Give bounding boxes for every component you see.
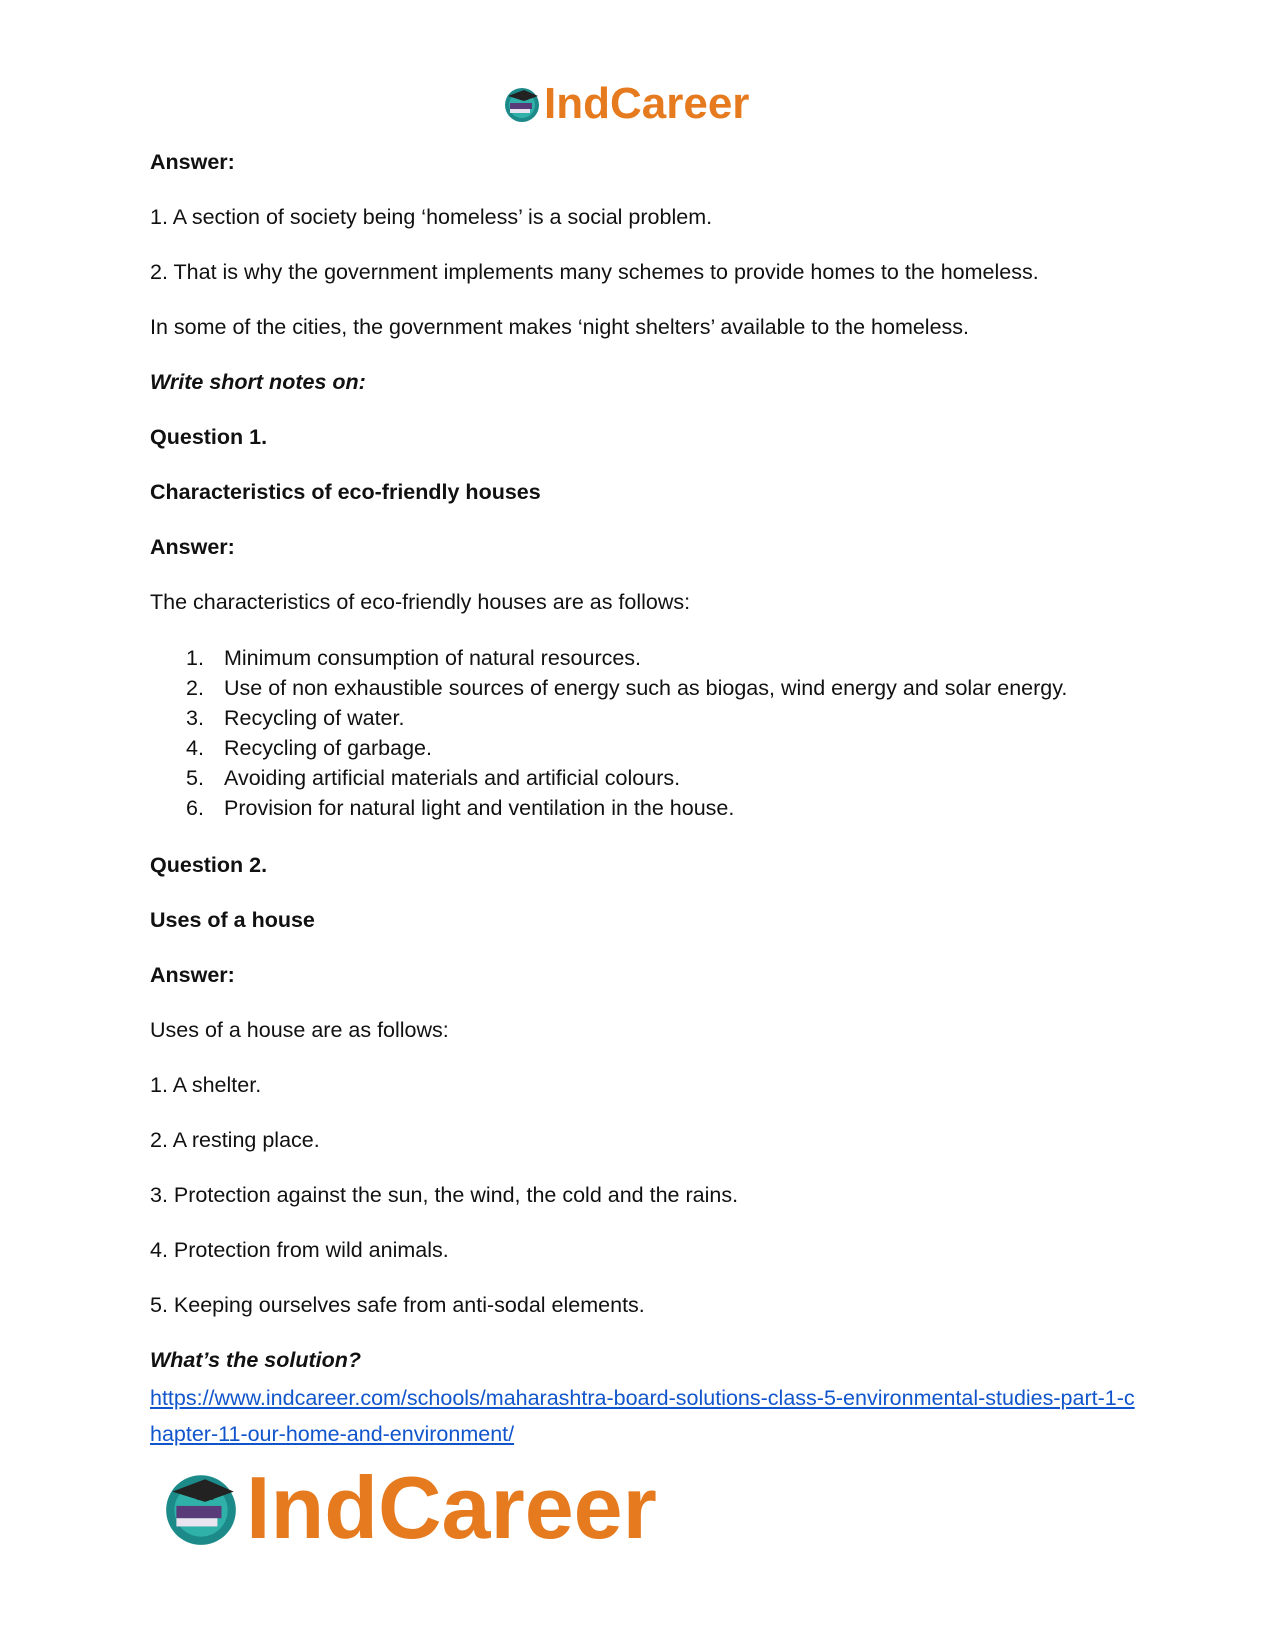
answer-text: 1. A section of society being ‘homeless’ is a social problem. [150,205,713,229]
question-label: Question 2. [150,853,268,877]
eco-house-list [150,643,1150,823]
list-text: Recycling of water. [224,706,405,730]
list-text: Use of non exhaustible sources of energy such as biogas, wind energy and solar energy. [224,676,1068,700]
answer-label: Answer: [150,535,235,559]
section-heading: Write short notes on: [150,370,366,394]
answer-text: 3. Protection against the sun, the wind, the cold and the rains. [150,1183,739,1207]
graduation-globe-icon [502,84,542,124]
list-item [150,763,1150,793]
list-number: 1. [186,646,204,670]
answer-intro: The characteristics of eco-friendly houses are as follows: [150,590,691,614]
list-number: 3. [186,706,204,730]
footer-logo [160,1458,700,1558]
answer-text: 2. A resting place. [150,1128,320,1152]
solution-heading: What’s the solution? [150,1348,362,1372]
list-text: Provision for natural light and ventilation in the house. [224,796,735,820]
question-title: Uses of a house [150,908,315,932]
answer-label: Answer: [150,150,235,174]
answer-text: 5. Keeping ourselves safe from anti-sodal elements. [150,1293,645,1317]
question-title: Characteristics of eco-friendly houses [150,480,541,504]
header-logo [502,78,774,130]
answer-text: 1. A shelter. [150,1073,262,1097]
list-text: Avoiding artificial materials and artificial colours. [224,766,681,790]
document-body [150,148,1150,1452]
list-text: Minimum consumption of natural resources. [224,646,642,670]
solution-link[interactable]: https://www.indcareer.com/schools/maharashtra-board-solutions-class-5-environmental-studies-part-1-chapter-11-our-home-and-environment/ [150,1386,1135,1446]
list-item [150,703,1150,733]
answer-text: 2. That is why the government implements many schemes to provide homes to the homeless. [150,260,1039,284]
answer-intro: Uses of a house are as follows: [150,1018,449,1042]
question-label: Question 1. [150,425,268,449]
list-item [150,733,1150,763]
list-text: Recycling of garbage. [224,736,432,760]
answer-text: 4. Protection from wild animals. [150,1238,449,1262]
answer-text: In some of the cities, the government makes ‘night shelters’ available to the homeless. [150,315,970,339]
list-number: 4. [186,736,204,760]
graduation-globe-icon [160,1467,242,1549]
answer-label: Answer: [150,963,235,987]
list-number: 6. [186,796,204,820]
brand-wordmark: IndCareer [246,1458,657,1557]
list-item [150,793,1150,823]
brand-wordmark: IndCareer [544,79,750,128]
list-number: 5. [186,766,204,790]
list-item [150,673,1150,703]
list-number: 2. [186,676,204,700]
list-item [150,643,1150,673]
